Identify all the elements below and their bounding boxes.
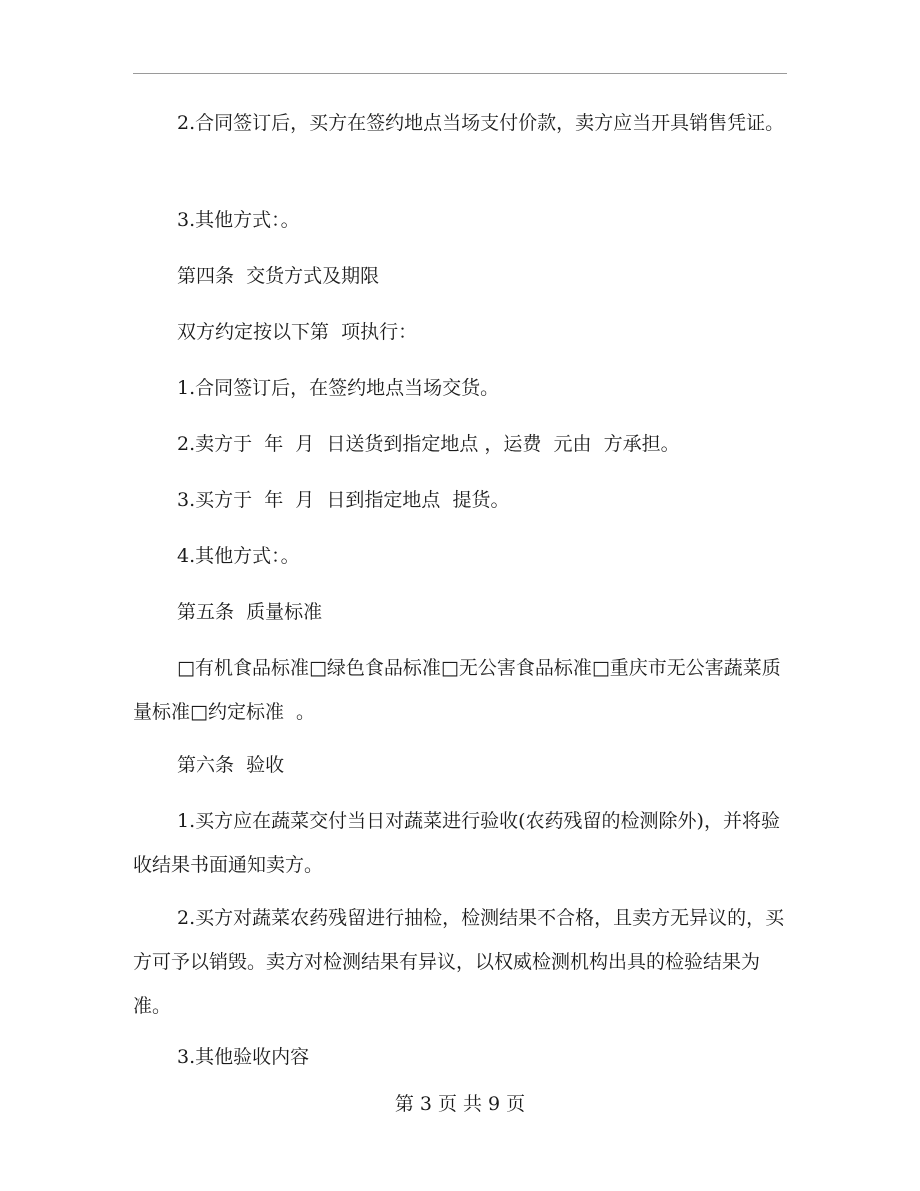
section-heading-5: 第五条 质量标准	[177, 601, 323, 623]
paragraph-delivery-intro: 双方约定按以下第 项执行：	[177, 321, 418, 343]
paragraph-inspection-2: 2.买方对蔬菜农药残留进行抽检，检测结果不合格，且卖方无异议的，买方可予以销毁。卖方对检测结果有异议，以权威检测机构出具的检验结果为准。	[133, 907, 785, 1017]
paragraph-payment-3: 3.其他方式：。	[177, 209, 300, 231]
paragraph-quality-standards: □有机食品标准□绿色食品标准□无公害食品标准□重庆市无公害蔬菜质量标准□约定标准 。	[133, 657, 781, 723]
section-heading-4: 第四条 交货方式及期限	[177, 265, 380, 287]
paragraph-delivery-2: 2.卖方于 年 月 日送货到指定地点 ，运费 元由 方承担。	[177, 433, 680, 455]
paragraph-inspection-3: 3.其他验收内容	[177, 1046, 310, 1068]
header-rule	[133, 73, 787, 74]
section-heading-6: 第六条 验收	[177, 754, 285, 776]
paragraph-delivery-4: 4.其他方式：。	[177, 545, 300, 567]
paragraph-delivery-3: 3.买方于 年 月 日到指定地点 提货。	[177, 489, 510, 511]
paragraph-inspection-1: 1.买方应在蔬菜交付当日对蔬菜进行验收(农药残留的检测除外)，并将验收结果书面通知卖方。	[133, 810, 780, 876]
paragraph-delivery-1: 1.合同签订后，在签约地点当场交货。	[177, 377, 500, 399]
page-number: 第 3 页 共 9 页	[394, 1093, 526, 1115]
paragraph-payment-2: 2.合同签订后，买方在签约地点当场支付价款，卖方应当开具销售凭证。	[177, 112, 785, 134]
